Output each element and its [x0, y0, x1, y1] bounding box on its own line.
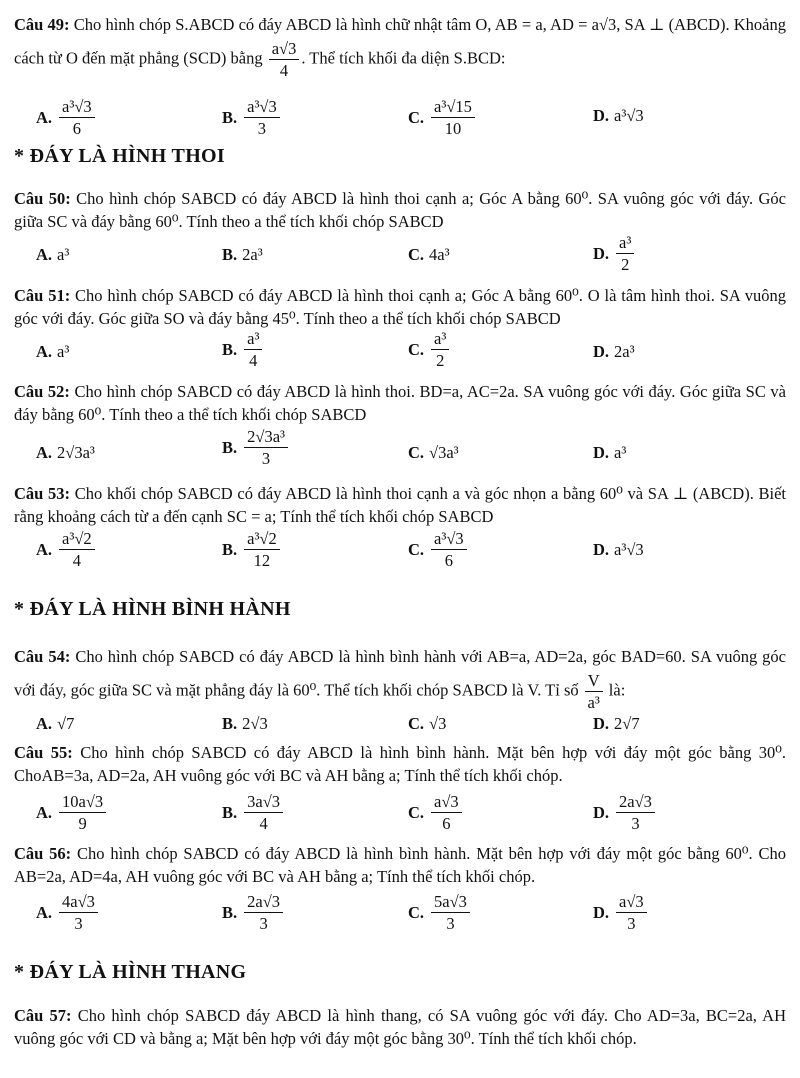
question-text: Cho hình chóp S.ABCD có đáy ABCD là hình chữ nhật tâm O, AB = a, AD = a√3, SA ⊥ (ABCD). Khoảng cách từ O đến mặt phẳng (SCD) bằng	[14, 15, 787, 68]
option-b[interactable]: B. $\frac{3a√3}{4}$	[222, 793, 285, 833]
option-d[interactable]: D. 2a³	[593, 342, 635, 361]
option-c[interactable]: C. √3a³	[408, 443, 459, 462]
option-c[interactable]: C. $\frac{a√3}{6}$	[408, 793, 464, 833]
option-b[interactable]: B. $\frac{2a√3}{3}$	[222, 893, 285, 933]
question-50: Câu 50: Cho hình chóp SABCD có đáy ABCD là hình thoi cạnh a; Góc A bằng 60⁰. SA vuông góc với đáy. Góc giữa SC và đáy bằng 60⁰. Tính theo a thể tích khối chóp SABCD	[14, 189, 786, 231]
option-d[interactable]: D. $\frac{a√3}{3}$	[593, 893, 649, 933]
option-c[interactable]: C. $\frac{\text{a³√15}}{10}$	[408, 98, 477, 138]
option-b[interactable]: B. $\frac{\text{a³}}{4}$	[222, 330, 264, 370]
option-a[interactable]: A. $\frac{\text{a³√2}}{4}$	[36, 530, 97, 570]
option-a[interactable]: A. a³	[36, 342, 70, 361]
option-d[interactable]: D. 2√7	[593, 714, 640, 733]
question-56: Câu 56: Cho hình chóp SABCD có đáy ABCD là hình bình hành. Mặt bên hợp với đáy một góc bằng 60⁰. Cho AB=2a, AD=4a, AH vuông góc với BC và AH bằng a; Tính thể tích khối chóp.	[14, 844, 787, 886]
option-d[interactable]: D. $\frac{2a√3}{3}$	[593, 793, 657, 833]
option-d[interactable]: D. $\frac{\text{a³}}{2}$	[593, 234, 636, 274]
option-b[interactable]: B. $\frac{\text{a³√2}}{12}$	[222, 530, 282, 570]
ratio-fraction: $\frac{V}{\text{a³}}$	[585, 672, 603, 712]
section-heading-trapezoid: * ĐÁY LÀ HÌNH THANG	[14, 961, 247, 983]
option-a[interactable]: A. 2√3a³	[36, 443, 95, 462]
option-c[interactable]: C. $\frac{\text{a³}}{2}$	[408, 330, 451, 370]
option-c[interactable]: C. √3	[408, 714, 447, 733]
option-b[interactable]: B. $\frac{\text{2√3a³}}{3}$	[222, 428, 290, 468]
option-b[interactable]: B. 2a³	[222, 245, 263, 264]
question-53: Câu 53: Cho khối chóp SABCD có đáy ABCD là hình thoi cạnh a và góc nhọn a bằng 60⁰ và SA ⊥ (ABCD). Biết rằng khoảng cách từ a đến cạnh SC = a; Tính thể tích khối chóp SABCD	[14, 484, 787, 526]
section-heading-parallelogram: * ĐÁY LÀ HÌNH BÌNH HÀNH	[14, 598, 291, 620]
option-a[interactable]: A. √7	[36, 714, 75, 733]
question-54: Câu 54: Cho hình chóp SABCD có đáy ABCD là hình bình hành với AB=a, AD=2a, góc BAD=60. SA vuông góc với đáy, góc giữa SC và mặt phẳng đáy là 60⁰. Thể tích khối chóp SABCD là V. Tỉ số $\frac{V}{\text{a³}}$ là:	[14, 647, 786, 713]
option-a[interactable]: A. $\frac{4a√3}{3}$	[36, 893, 100, 933]
section-heading-rhombus: * ĐÁY LÀ HÌNH THOI	[14, 145, 225, 167]
option-d[interactable]: D. a³	[593, 443, 627, 462]
question-51: Câu 51: Cho hình chóp SABCD có đáy ABCD là hình thoi cạnh a; Góc A bằng 60⁰. O là tâm hình thoi. SA vuông góc với đáy. Góc giữa SO và đáy bằng 45⁰. Tính theo a thể tích khối chóp SABCD	[14, 286, 787, 328]
option-c[interactable]: C. 4a³	[408, 245, 450, 264]
option-c[interactable]: C. $\frac{\text{a³√3}}{6}$	[408, 530, 469, 570]
question-57: Câu 57: Cho hình chóp SABCD đáy ABCD là hình thang, có SA vuông góc với đáy. Cho AD=3a, BC=2a, AH vuông góc với CD và bằng a; Mặt bên hợp với đáy một góc bằng 30⁰. Tính thể tích khối chóp.	[14, 1006, 787, 1048]
question-tail: . Thể tích khối đa diện S.BCD:	[301, 48, 506, 68]
option-d[interactable]: D. a³√3	[593, 106, 644, 125]
question-52: Câu 52: Cho hình chóp SABCD có đáy ABCD là hình thoi. BD=a, AC=2a. SA vuông góc với đáy. Góc giữa SC và đáy bằng 60⁰. Tính theo a thể tích khối chóp SABCD	[14, 382, 787, 424]
question-label: Câu 49:	[14, 15, 70, 34]
option-d[interactable]: D. a³√3	[593, 540, 644, 559]
option-a[interactable]: A. a³	[36, 245, 70, 264]
option-c[interactable]: C. $\frac{5a√3}{3}$	[408, 893, 472, 933]
distance-fraction: $\frac{a√3}{4}$	[269, 40, 300, 80]
option-b[interactable]: B. $\frac{\text{a³√3}}{3}$	[222, 98, 282, 138]
question-55: Câu 55: Cho hình chóp SABCD có đáy ABCD là hình bình hành. Mặt bên hợp với đáy một góc bằng 30⁰. ChoAB=3a, AD=2a, AH vuông góc với BC và AH bằng a; Tính thể tích khối chóp.	[14, 743, 786, 785]
option-a[interactable]: A. $\frac{10a√3}{9}$	[36, 793, 108, 833]
option-a[interactable]: A. $\frac{\text{a³√3}}{6}$	[36, 98, 97, 138]
question-49	[14, 10, 786, 80]
option-b[interactable]: B. 2√3	[222, 714, 268, 733]
